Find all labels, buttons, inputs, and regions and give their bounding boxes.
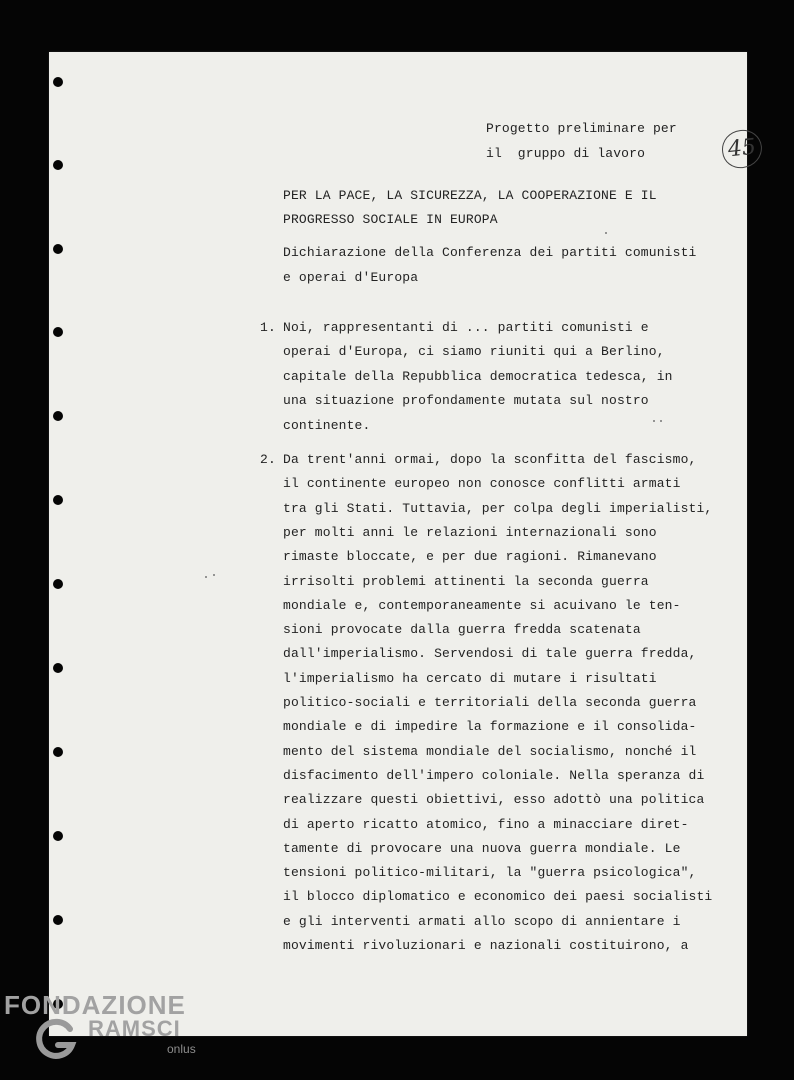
paragraph2-line: tensioni politico-militari, la "guerra psicologica", [283,865,697,881]
gramsci-g-logo-icon [34,1017,78,1061]
paragraph2-line: dall'imperialismo. Servendosi di tale guerra fredda, [283,646,697,662]
scan-speck [205,576,207,578]
scan-speck [653,420,655,422]
title-line-1: PER LA PACE, LA SICUREZZA, LA COOPERAZIONE E IL [283,188,657,203]
paragraph2-line: sioni provocate dalla guerra fredda scatenata [283,622,641,638]
title-line-2: PROGRESSO SOCIALE IN EUROPA [283,212,498,227]
paragraph1-line: continente. [283,417,371,433]
paragraph2-line: per molti anni le relazioni internazionali sono [283,524,657,540]
paragraph1-line: operai d'Europa, ci siamo riuniti qui a Berlino, [283,344,665,360]
binder-hole [53,244,63,254]
paragraph2-line: rimaste bloccate, e per due ragioni. Rimanevano [283,549,657,565]
paragraph-1-number: 1. [260,320,276,335]
binder-hole [53,915,63,925]
paragraph2-line: movimenti rivoluzionari e nazionali costituirono, a [283,938,689,953]
binder-hole [53,77,63,87]
document-subtitle [283,245,697,305]
paragraph2-line: Da trent'anni ormai, dopo la sconfitta del fascismo, [283,452,697,467]
paragraph1-line: Noi, rappresentanti di ... partiti comunisti e [283,320,649,335]
watermark-line-3: onlus [167,1042,196,1056]
paragraph2-line: e gli interventi armati allo scopo di annientare i [283,913,681,929]
subtitle-line-2: e operai d'Europa [283,270,419,285]
watermark-line-2: RAMSCI [88,1016,181,1041]
subtitle-line-1: Dichiarazione della Conferenza dei partiti comunisti [283,245,697,260]
paragraph2-line: disfacimento dell'impero coloniale. Nella speranza di [283,767,705,783]
paragraph1-line: capitale della Repubblica democratica tedesca, in [283,368,673,384]
binder-hole [53,160,63,170]
paragraph2-line: mondiale e, contemporaneamente si acuivano le ten- [283,597,681,613]
header-line-1: Progetto preliminare per [486,121,677,136]
paragraph2-line: tra gli Stati. Tuttavia, per colpa degli imperialisti, [283,500,713,516]
paragraph2-line: realizzare questi obiettivi, esso adottò una politica [283,792,705,808]
binder-hole [53,747,63,757]
paragraph1-line: una situazione profondamente mutata sul nostro [283,393,649,409]
document-page [49,52,758,1036]
watermark-line-1: FONDAZIONE [4,990,186,1020]
binder-hole [53,579,63,589]
paragraph2-line: il continente europeo non conosce conflitti armati [283,476,681,492]
paragraph2-line: di aperto ricatto atomico, fino a minacciare diret- [283,816,689,832]
scan-speck [660,420,662,422]
binder-hole [53,663,63,673]
paragraph2-line: irrisolti problemi attinenti la seconda guerra [283,573,649,589]
scan-speck [213,574,215,576]
document-title [283,188,657,248]
binder-hole [53,411,63,421]
paragraph-2-number: 2. [260,452,276,467]
binder-hole [53,495,63,505]
paragraph2-line: il blocco diplomatico e economico dei paesi socialisti [283,889,713,905]
header-line-2: il gruppo di lavoro [486,146,646,161]
paragraph2-line: mondiale e di impedire la formazione e il consolida- [283,719,697,735]
handwritten-page-number: 45 [720,128,764,170]
header-block [486,121,677,181]
paragraph2-line: politico-sociali e territoriali della seconda guerra [283,695,697,710]
paragraph2-line: tamente di provocare una nuova guerra mondiale. Le [283,840,681,856]
paragraph2-line: mento del sistema mondiale del socialismo, nonché il [283,743,697,759]
binder-hole [53,327,63,337]
scan-speck [605,232,607,234]
paragraph2-line: l'imperialismo ha cercato di mutare i risultati [283,670,657,686]
binder-hole [53,831,63,841]
